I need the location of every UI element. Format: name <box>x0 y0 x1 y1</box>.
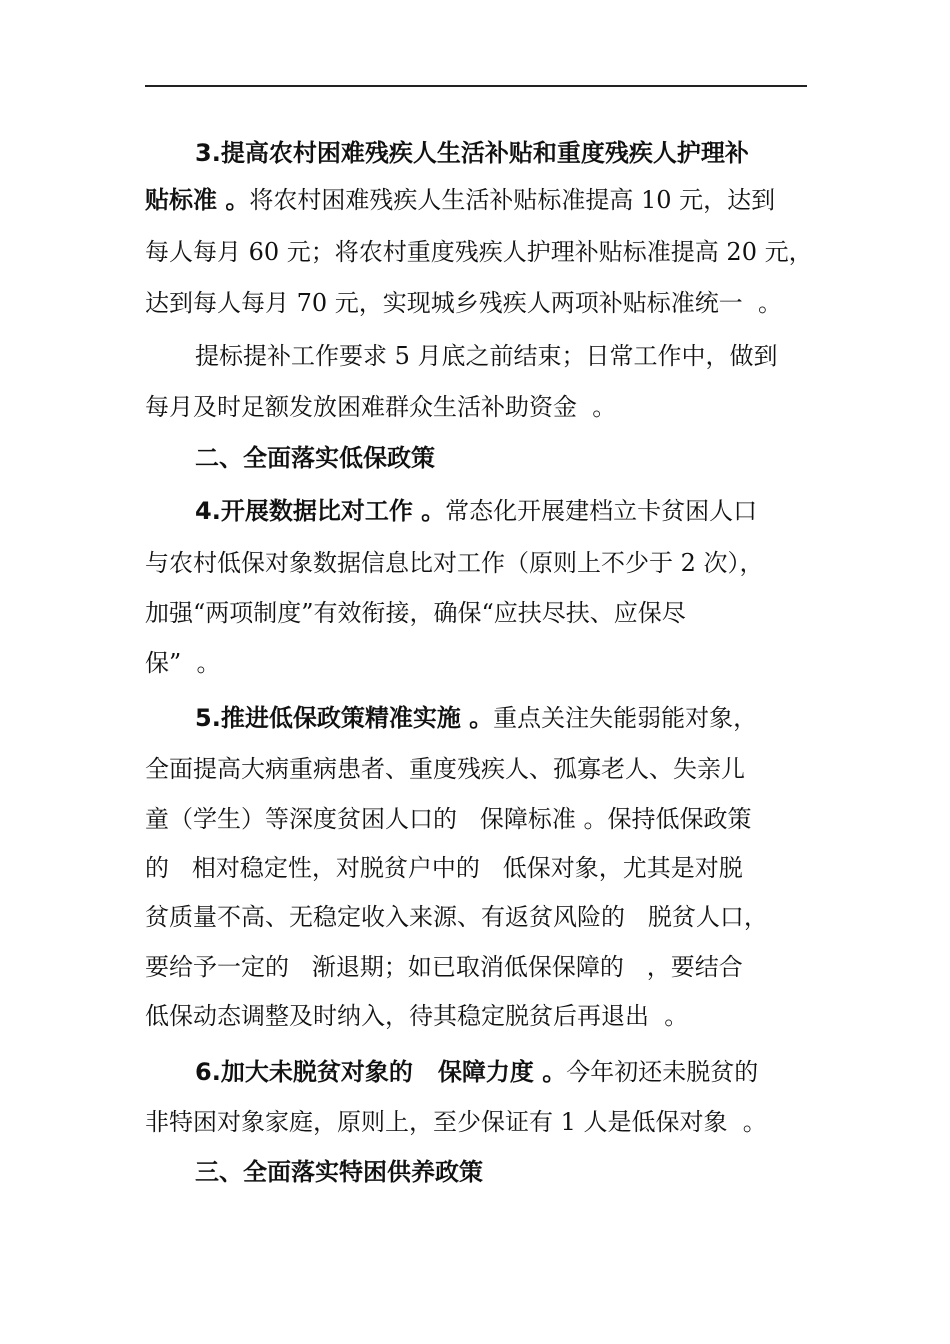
item-4-line-2: 与农村低保对象数据信息比对工作（原则上不少于 2 次）， <box>145 549 764 577</box>
item-5-text: 重点关注失能弱能对象， <box>493 704 758 732</box>
item-3-heading-line: 3.提高农村困难残疾人生活补贴和重度残疾人护理补 <box>195 139 749 167</box>
item-6-line-1 <box>195 1057 758 1087</box>
item-5-line-7: 低保动态调整及时纳入，待其稳定脱贫后再退出 。 <box>145 1002 689 1030</box>
item-6-text: 今年初还未脱贫的 <box>566 1058 759 1086</box>
item-4-heading: 4.开展数据比对工作 。 <box>195 497 446 525</box>
item-4-text: 常态化开展建档立卡贫困人口 <box>445 497 758 525</box>
item-5-line-4: 的 相对稳定性，对脱贫户中的 低保对象，尤其是对脱 <box>145 854 743 882</box>
item-4-line-4: 保” 。 <box>145 649 221 677</box>
item-6-heading: 6.加大未脱贫对象的 保障力度 。 <box>195 1058 567 1086</box>
item-5-line-5: 贫质量不高、无稳定收入来源、有返贫风险的 脱贫人口， <box>145 903 768 931</box>
item-3-heading-tail: 贴标准 。 <box>145 186 250 214</box>
item-5-line-6: 要给予一定的 渐退期；如已取消低保保障的 ，要结合 <box>145 953 743 981</box>
item-3-text: 将农村困难残疾人生活补贴标准提高 10 元，达到 <box>249 186 776 214</box>
item-5-heading: 5.推进低保政策精准实施 。 <box>195 704 494 732</box>
item-5-line-3: 童（学生）等深度贫困人口的 保障标准 。保持低保政策 <box>145 805 752 833</box>
header-rule <box>145 85 807 87</box>
section-heading-3: 三、全面落实特困供养政策 <box>195 1158 483 1186</box>
requirement-line-1: 提标提补工作要求 5 月底之前结束；日常工作中，做到 <box>195 342 778 370</box>
item-6-line-2: 非特困对象家庭，原则上，至少保证有 1 人是低保对象 。 <box>145 1108 767 1136</box>
item-5-line-1 <box>195 703 757 733</box>
item-3-line-2 <box>145 185 775 215</box>
section-heading-2: 二、全面落实低保政策 <box>195 444 435 472</box>
item-3-line-3: 每人每月 60 元；将农村重度残疾人护理补贴标准提高 20 元， <box>145 238 813 266</box>
requirement-line-2: 每月及时足额发放困难群众生活补助资金 。 <box>145 393 617 421</box>
item-3-line-4: 达到每人每月 70 元，实现城乡残疾人两项补贴标准统一 。 <box>145 289 783 317</box>
item-4-line-3: 加强“两项制度”有效衔接，确保“应扶尽扶、应保尽 <box>145 599 686 627</box>
item-4-line-1 <box>195 496 757 526</box>
item-5-line-2: 全面提高大病重病患者、重度残疾人、孤寡老人、失亲儿 <box>145 755 745 783</box>
